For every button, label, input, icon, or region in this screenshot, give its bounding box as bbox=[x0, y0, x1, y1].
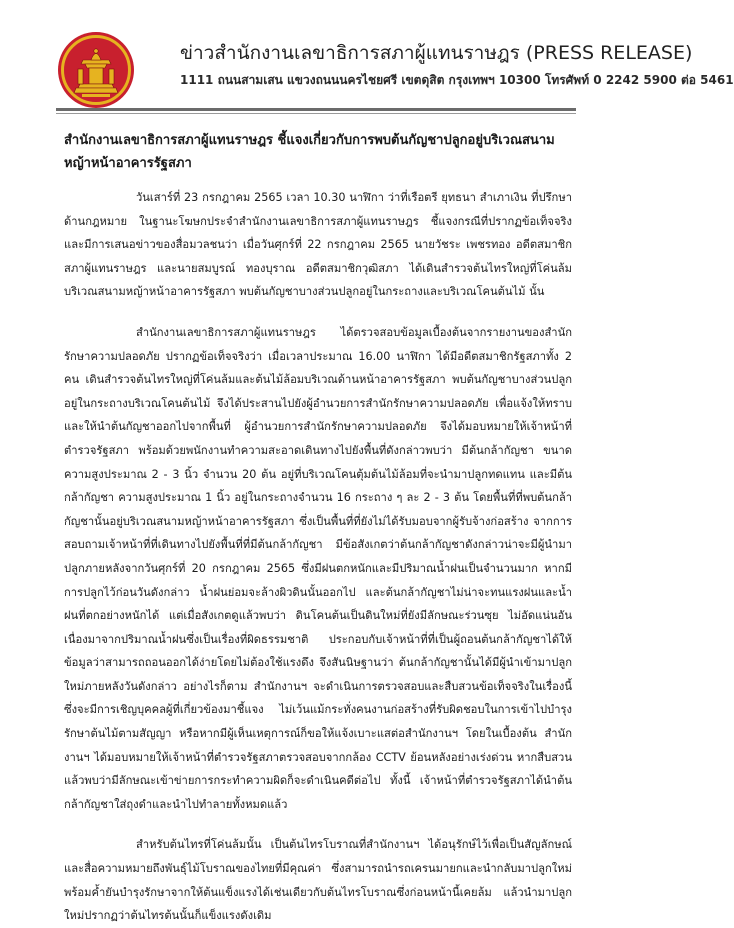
body-paragraph-2: สำนักงานเลขาธิการสภาผู้แทนราษฎร ได้ตรวจสอบข้อมูลเบื้องต้นจากรายงานของสำนักรักษาความปลอดภัย ปรากฏข้อเท็จจริงว่า เมื่อเวลาประมาณ 16.00 นาฬิกา ได้มีอดีตสมาชิกรัฐสภาทั้ง 2 คน เดินสำรวจต้นไทรใหญ่ที่โค่นล้มและต้นไม้ล้อมบริเวณด้านหน้าอาคารรัฐสภา พบต้นกัญชาบางส่วนปลูกอยู่ในกระถางบริเวณโคนต้นไม้ จึงได้ประสานไปยังผู้อำนวยการสำนักรักษาความปลอดภัย เพื่อแจ้งให้ทราบและให้นำต้นกัญชาออกไปจากพื้นที่ ผู้อำนวยการสำนักรักษาความปลอดภัย จึงได้มอบหมายให้เจ้าหน้าที่ตำรวจรัฐสภา พร้อมด้วยพนักงานทำความสะอาดเดินทางไปยังพื้นที่ดังกล่าวพบว่า มีต้นกล้ากัญชา ขนาดความสูงประมาณ 2 - 3 นิ้ว จำนวน 20 ต้น อยู่ที่บริเวณโคนตุ้มต้นไม้ล้อมที่จะนำมาปลูกทดแทน และมีต้นกล้ากัญชา ความสูงประมาณ 1 นิ้ว อยู่ในกระถางจำนวน 16 กระถาง ๆ ละ 2 - 3 ต้น โดยพื้นที่ที่พบต้นกล้ากัญชานั้นอยู่บริเวณสนามหญ้าหน้าอาคารรัฐสภา ซึ่งเป็นพื้นที่ที่ยังไม่ได้รับมอบจากผู้รับจ้างก่อสร้าง จากการสอบถามเจ้าหน้าที่ที่เดินทางไปยังพื้นที่ที่มีต้นกล้ากัญชา มีข้อสังเกตว่าต้นกล้ากัญชาดังกล่าวน่าจะมีผู้นำมาปลูกภายหลังจากวันศุกร์ที่ 20 กรกฎาคม 2565 ซึ่งมีฝนตกหนักและมีปริมาณน้ำฝนเป็นจำนวนมาก หากมีการปลูกไว้ก่อนวันดังกล่าว น้ำฝนย่อมจะล้างผิวดินนั้นออกไป และต้นกล้ากัญชาไม่น่าจะทนแรงฝนและน้ำฝนที่ตกอย่างหนักได้ แต่เมื่อสังเกตดูแล้วพบว่า ดินโคนต้นเป็นดินใหม่ที่ยังมีลักษณะร่วนซุย ไม่อัดแน่นอันเนื่องมาจากปริมาณน้ำฝนซึ่งเป็นเรื่องที่ผิดธรรมชาติ ประกอบกับเจ้าหน้าที่ที่เป็นผู้ถอนต้นกล้ากัญชาได้ให้ข้อมูลว่าสามารถถอนออกได้ง่ายโดยไม่ต้องใช้แรงดึง จึงสันนิษฐานว่า ต้นกล้ากัญชานั้นได้มีผู้นำเข้ามาปลูกใหม่ภายหลังวันดังกล่าว อย่างไรก็ตาม สำนักงานฯ จะดำเนินการตรวจสอบและสืบสวนข้อเท็จจริงในเรื่องนี้ ซึ่งจะมีการเชิญบุคคลผู้ที่เกี่ยวข้องมาชี้แจง ไม่เว้นแม้กระทั่งคนงานก่อสร้างที่รับผิดชอบในการเข้าไปบำรุงรักษาต้นไม้ตามสัญญา หรือหากมีผู้เห็นเหตุการณ์ก็ขอให้แจ้งเบาะแสต่อสำนักงานฯ โดยในเบื้องต้น สำนักงานฯ ได้มอบหมายให้เจ้าหน้าที่ตำรวจรัฐสภาตรวจสอบจากกล้อง CCTV ย้อนหลังอย่างเร่งด่วน หากสืบสวนแล้วพบว่ามีลักษณะเข้าข่ายการกระทำความผิดก็จะดำเนินคดีต่อไป ทั้งนี้ เจ้าหน้าที่ตำรวจรัฐสภาได้นำต้นกล้ากัญชาใส่ถุงดำและนำไปทำลายทั้งหมดแล้ว bbox=[64, 325, 572, 811]
body-paragraph-1: วันเสาร์ที่ 23 กรกฎาคม 2565 เวลา 10.30 นาฬิกา ว่าที่เรือตรี ยุทธนา สำเภาเงิน ที่ปรึกษาด้านกฎหมาย ในฐานะโฆษกประจำสำนักงานเลขาธิการสภาผู้แทนราษฎร ชี้แจงกรณีที่ปรากฏข้อเท็จจริงและมีการเสนอข่าวของสื่อมวลชนว่า เมื่อวันศุกร์ที่ 22 กรกฎาคม 2565 นายวัชระ เพชรทอง อดีตสมาชิกสภาผู้แทนราษฎร และนายสมบูรณ์ ทองบุราณ อดีตสมาชิกวุฒิสภา ได้เดินสำรวจต้นไทรใหญ่ที่โค่นล้มบริเวณสนามหญ้าหน้าอาคารรัฐสภา พบต้นกัญชาบางส่วนปลูกอยู่ในกระถางและบริเวณโคนต้นไม้ นั้น bbox=[64, 191, 572, 299]
office-address: 1111 ถนนสามเสน แขวงถนนนครไชยศรี เขตดุสิต กรุงเทพฯ 10300 โทรศัพท์ 0 2242 5900 ต่อ 5461 bbox=[180, 73, 734, 87]
press-release-header bbox=[0, 0, 734, 112]
press-release-title: ข่าวสำนักงานเลขาธิการสภาผู้แทนราษฎร (PRESS RELEASE) bbox=[180, 42, 693, 64]
body-paragraph-3: สำหรับต้นไทรที่โค่นล้มนั้น เป็นต้นไทรโบราณที่สำนักงานฯ ได้อนุรักษ์ไว้เพื่อเป็นสัญลักษณ์และสื่อความหมายถึงพันธุ์ไม้โบราณของไทยที่มีคุณค่า ซึ่งสามารถนำรถเครนมายกและนำกลับมาปลูกใหม่พร้อมค้ำยันบำรุงรักษาจากให้ต้นแข็งแรงได้เช่นเดียวกับต้นไทรโบราณซึ่งก่อนหน้านี้เคยล้ม แล้วนำมาปลูกใหม่ปรากฏว่าต้นไทรต้นนั้นก็แข็งแรงดังเดิม bbox=[64, 838, 572, 923]
header-divider-thin bbox=[56, 113, 576, 114]
header-divider bbox=[56, 108, 576, 111]
news-headline: สำนักงานเลขาธิการสภาผู้แทนราษฎร ชี้แจงเกี่ยวกับการพบต้นกัญชาปลูกอยู่บริเวณสนามหญ้าหน้าอาคารรัฐสภา bbox=[64, 133, 555, 171]
parliament-emblem-icon bbox=[56, 30, 136, 110]
news-body bbox=[64, 186, 572, 928]
